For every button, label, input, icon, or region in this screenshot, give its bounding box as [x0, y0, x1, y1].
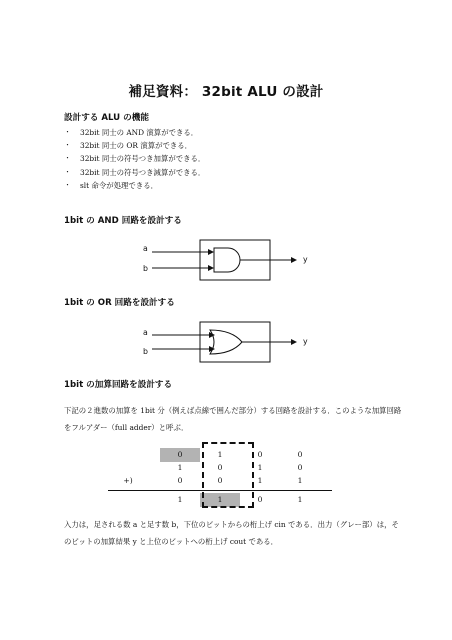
- adder-heading: 1bit の加算回路を設計する: [64, 380, 173, 390]
- table-cell: 1: [297, 495, 303, 504]
- features-heading: 設計する ALU の機能: [64, 113, 149, 123]
- table-cell: 0: [297, 463, 303, 472]
- dashed-selection-box: [202, 442, 254, 508]
- table-cell: 1: [177, 495, 183, 504]
- and-output-y-label: y: [303, 255, 308, 264]
- and-gate-diagram: [150, 236, 300, 284]
- bullet: ・: [64, 180, 71, 189]
- list-item-text: 32bit 同士の符号つき加算ができる．: [80, 154, 206, 164]
- list-item: [64, 152, 205, 165]
- bullet: ・: [64, 128, 71, 136]
- adder-io-description: 入力は，足される数 a と足す数 b，下位のビットからの桁上げ cin である．出力（グレー部）は，そのビットの加算結果 y と上位のビットへの桁上げ cout である．: [64, 520, 399, 546]
- table-cell: 1: [297, 476, 303, 485]
- or-output-y-label: y: [303, 337, 308, 346]
- list-item-text: 32bit 同士の符号つき減算ができる．: [80, 167, 206, 177]
- table-cell: 0: [257, 450, 263, 459]
- list-item: [64, 166, 205, 179]
- or-heading: 1bit の OR 回路を設計する: [64, 298, 175, 308]
- table-cell: 0: [257, 495, 263, 504]
- table-cell: 1: [257, 463, 263, 472]
- bullet: ・: [64, 154, 71, 163]
- list-item-text: 32bit 同士の OR 演算ができる．: [80, 141, 193, 151]
- list-item: [64, 126, 205, 139]
- table-cell: 1: [177, 463, 183, 472]
- table-cell-shaded-y: 1: [200, 493, 240, 507]
- page-title: 補足資料： 32bit ALU の設計: [128, 84, 324, 100]
- or-input-b-label: b: [143, 347, 148, 356]
- feature-list: [64, 126, 205, 192]
- table-cell: 0: [297, 450, 303, 459]
- list-item-text: slt 命令が処理できる．: [80, 180, 158, 190]
- and-gate-symbol: [214, 248, 240, 272]
- table-cell: 0: [177, 476, 183, 485]
- or-gate-symbol: [210, 330, 242, 354]
- bullet: ・: [64, 141, 71, 150]
- plus-label: +): [123, 476, 133, 485]
- table-cell: 1: [257, 476, 263, 485]
- table-cell: 1: [217, 450, 223, 459]
- and-heading: 1bit の AND 回路を設計する: [64, 216, 182, 226]
- and-input-b-label: b: [143, 264, 148, 273]
- list-item-text: 32bit 同士の AND 演算ができる．: [80, 128, 199, 137]
- bullet: ・: [64, 167, 71, 176]
- adder-description: 下記の２進数の加算を 1bit 分（例えば点線で囲んだ部分）する回路を設計する．このような加算回路をフルアダー（full adder）と呼ぶ．: [64, 406, 402, 432]
- list-item: [64, 179, 205, 192]
- or-gate-diagram: [150, 318, 300, 366]
- list-item: [64, 139, 205, 152]
- and-input-a-label: a: [143, 244, 148, 253]
- table-cell: 0: [217, 463, 223, 472]
- or-input-a-label: a: [143, 328, 148, 337]
- binary-addition-table: [108, 446, 332, 506]
- table-cell: 0: [217, 476, 223, 485]
- table-cell-shaded-cin: 0: [160, 448, 200, 462]
